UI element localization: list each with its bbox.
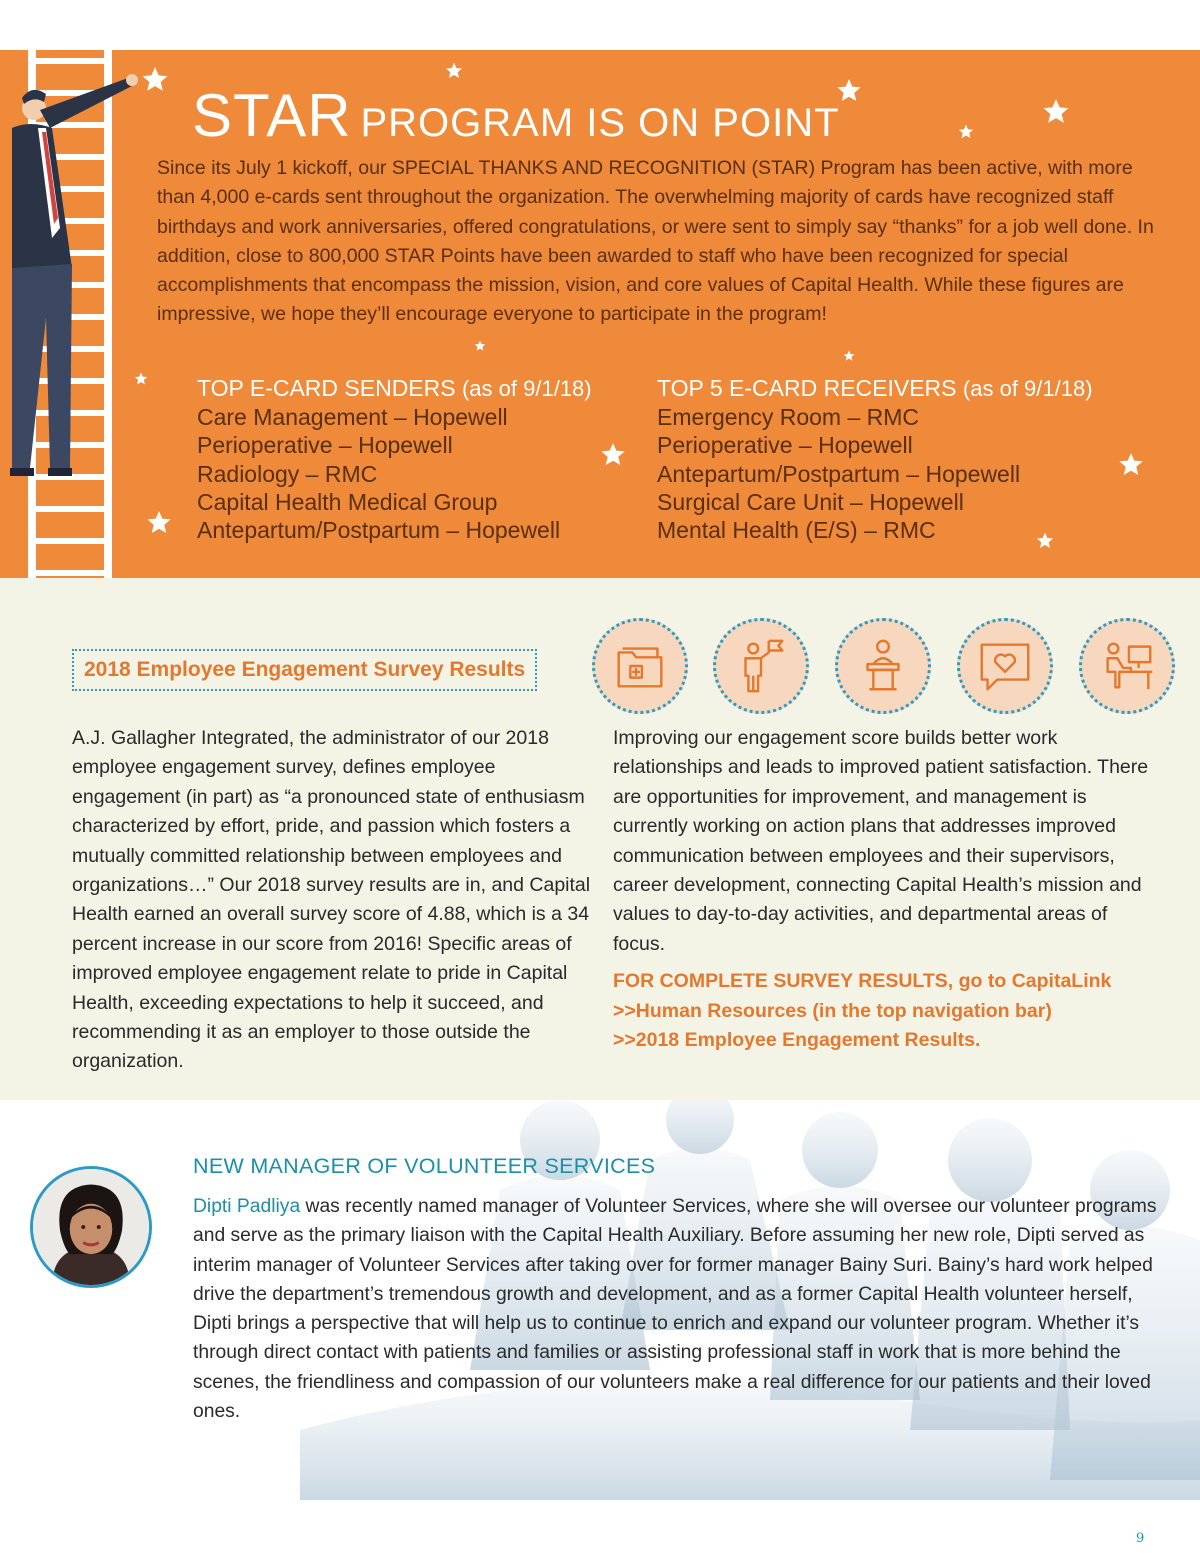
list-item: Emergency Room – RMC [657,404,920,431]
desk-worker-icon [1079,618,1175,714]
list-item: Radiology – RMC [197,460,378,487]
star-intro-paragraph: Since its July 1 kickoff, our SPECIAL THANKS AND RECOGNITION (STAR) Program has been active, with more than 4,000 e-cards sent throughout the organization. The overwhelming majority of cards have recognized staff birthdays and work anniversaries, offered congratulations, or were sent to simply say “thanks” for a job well done. In addition, close to 800,000 STAR Points have been awarded to staff who have been recognized for special accomplishments that encompass the mission, vision, and core values of Capital Health. While these figures are impressive, we hope they’ll encourage everyone to participate in the program! [157,157,1154,326]
volunteer-services-section [0,1100,1200,1500]
title-rest: PROGRAM IS ON POINT [360,101,840,145]
survey-left-column [72,724,602,1077]
star-icon [445,62,463,80]
senders-heading [197,374,637,403]
heart-speech-bubble-icon [957,618,1053,714]
cta-line-1: FOR COMPLETE SURVEY RESULTS, go to CapitaLink [613,970,1112,993]
flag-leader-icon [713,618,809,714]
senders-as-of: (as of 9/1/18) [461,376,592,401]
medical-folder-icon [592,618,688,714]
list-item: Antepartum/Postpartum – Hopewell [657,460,1021,487]
list-item: Mental Health (E/S) – RMC [657,517,936,544]
star-icon [1036,532,1054,550]
star-icon [474,340,486,352]
list-item: Perioperative – Hopewell [197,432,453,459]
list-item: Capital Health Medical Group [197,488,498,515]
star-icon [958,124,974,140]
top-receivers-list [657,374,1097,544]
manager-portrait [30,1166,152,1288]
volunteer-body-text: was recently named manager of Volunteer Services, where she will oversee our volunteer programs and serve as the primary liaison with the Capital Health Auxiliary. Before assuming her new role, Dipti served as interim manager of Volunteer Services after taking over for former manager Bainy Suri. Bainy’s hard work helped drive the department’s tremendous growth and development, and as a former Capital Health volunteer herself, Dipti brings a perspective that will help us to continue to enrich and expand our volunteer program. Whether it’s through direct contact with patients and families or assisting professional staff in work that is more behind the scenes, the friendliness and compassion of our volunteers make a real difference for our patients and their loved ones. [193,1196,1157,1423]
senders-heading-text: TOP E-CARD SENDERS [197,375,456,401]
engagement-survey-section [0,578,1200,1100]
star-program-title [192,82,840,149]
survey-icon-row [592,618,1172,718]
volunteer-paragraph [193,1192,1173,1426]
receivers-heading-text: TOP 5 E-CARD RECEIVERS [657,375,957,401]
receivers-as-of: (as of 9/1/18) [962,376,1093,401]
title-star-word: STAR [192,82,352,149]
star-icon [141,66,169,94]
star-icon [836,78,862,104]
survey-right-column [613,724,1153,1055]
star-icon [146,510,172,536]
speaker-podium-icon [835,618,931,714]
star-icon [843,350,855,362]
survey-right-paragraph: Improving our engagement score builds better work relationships and leads to improved patient satisfaction. There are opportunities for improvement, and management is currently working on action plans that addresses improved communication between employees and their supervisors, career development, connecting Capital Health’s mission and values to day-to-day activities, and departmental areas of focus. [613,727,1149,955]
cta-line-3: >>2018 Employee Engagement Results. [613,1029,981,1052]
volunteer-heading: NEW MANAGER OF VOLUNTEER SERVICES [193,1154,656,1178]
page-number: 9 [1136,1531,1145,1546]
businessman-reaching-illustration [0,68,150,528]
survey-left-paragraph: A.J. Gallagher Integrated, the administrator of our 2018 employee engagement survey, defines employee engagement (in part) as “a pronounced state of enthusiasm characterized by effort, pride, and passion which fosters a mutually committed relationship between employees and organizations…” Our 2018 survey results are in, and Capital Health earned an overall survey score of 4.88, which is a 34 percent increase in our score from 2016! Specific areas of improved employee engagement relate to pride in Capital Health, exceeding expectations to help it succeed, and recommending it as an employer to those outside the organization. [72,727,591,1073]
list-item: Antepartum/Postpartum – Hopewell [197,517,561,544]
star-icon [1118,452,1144,478]
star-icon [134,372,148,386]
list-item: Surgical Care Unit – Hopewell [657,488,964,515]
survey-results-cta [613,967,1153,1055]
star-icon [1042,98,1070,126]
receivers-heading [657,374,1097,403]
top-senders-list [197,374,637,544]
star-program-banner [0,50,1200,578]
manager-name: Dipti Padliya [193,1196,301,1217]
cta-line-2: >>Human Resources (in the top navigation bar) [613,999,1052,1022]
star-icon [600,442,626,468]
survey-heading: 2018 Employee Engagement Survey Results [72,649,537,691]
page-footer [0,1500,1200,1553]
list-item: Perioperative – Hopewell [657,432,913,459]
list-item: Care Management – Hopewell [197,404,508,431]
